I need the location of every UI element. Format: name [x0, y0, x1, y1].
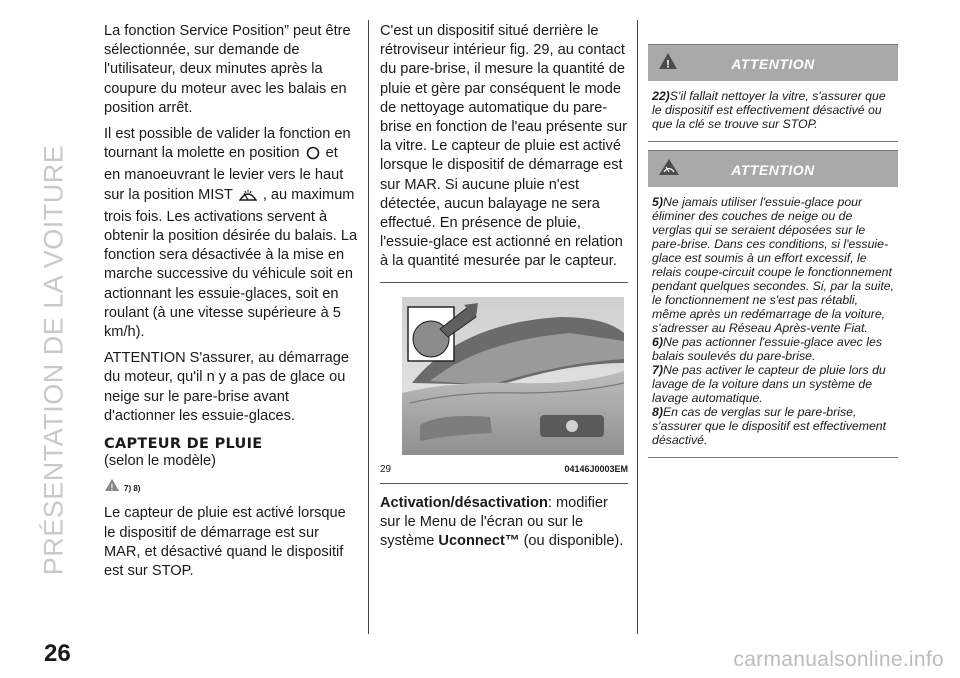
paragraph-service-position: La fonction Service Position” peut être sélectionnée, sur demande de l'utilisateur, deux minutes après la coupure du moteur avec les balais en position arrêt. — [104, 23, 351, 116]
paragraph-activation-deactivation — [380, 494, 628, 552]
warning-reference-numbers: 7) 8) — [124, 483, 141, 493]
attention-item — [652, 335, 894, 363]
paragraph-activation — [104, 125, 358, 342]
warning-references — [104, 478, 358, 498]
warning-triangle-icon — [104, 478, 120, 498]
attention-item-text: Ne jamais utiliser l'essuie-glace pour éliminer des couches de neige ou de verglas qui se seraient déposées sur le pare-brise. Dans ces conditions, si l'essuie-glace est soumis à un effort excessif, le relais coupe-circuit coupe le fonctionnement pendant quelques secondes. Si, par la suite, le fonctionnement ne s'est pas rétabli, même après un redémarrage de la voiture, s'adresser au Réseau Après-vente Fiat. — [652, 195, 895, 335]
windshield-wiper-icon — [239, 188, 257, 208]
paragraph-activation-part3: , au maximum trois fois. Les activations servent à obtenir la position désirée du balais. La fonction sera désactivée à la mise en marche successive du véhicule soit en actionnant les essuie-glaces, soit en roulant (à une vitesse supérieure à 5 km/h). — [104, 186, 358, 341]
attention-item-text: S'il fallait nettoyer la vitre, s'assurer que le dispositif est effectivement désactivé ou que la clé se trouve sur STOP. — [652, 89, 886, 131]
attention-item — [652, 405, 894, 447]
figure-top-rule — [380, 282, 628, 283]
column-1 — [104, 22, 358, 588]
attention-item-number: 8) — [652, 405, 663, 419]
column-3 — [648, 44, 898, 466]
attention-item — [652, 195, 894, 335]
column-divider-1 — [368, 20, 369, 634]
page-number: 26 — [44, 640, 71, 667]
paragraph-activation-part2: et en manoeuvrant le levier vers le haut sur la position MIST — [104, 145, 344, 203]
attention-item-text: Ne pas activer le capteur de pluie lors du lavage de la voiture dans un système de lavage automatique. — [652, 363, 886, 405]
attention-item-text: Ne pas actionner l'essuie-glace avec les balais soulevés du pare-brise. — [652, 335, 882, 363]
position-ring-icon — [306, 146, 320, 166]
svg-text:!: ! — [666, 58, 670, 71]
paragraph-activation-part1: Il est possible de valider la fonction en tournant la molette en position — [104, 126, 351, 162]
attention-box-1-header — [648, 45, 898, 81]
paragraph-rain-sensor-activation: Le capteur de pluie est activé lorsque le dispositif de démarrage est sur MAR, et désactivé quand le dispositif est sur STOP. — [104, 505, 346, 580]
attention-box-1-title: ATTENTION — [731, 56, 815, 72]
attention-item — [652, 89, 894, 131]
attention-item-number: 22) — [652, 89, 670, 103]
attention-box-2-title: ATTENTION — [731, 162, 815, 178]
attention-item-number: 7) — [652, 363, 663, 377]
paragraph-rain-sensor-description: C'est un dispositif situé derrière le rétroviseur intérieur fig. 29, au contact du pare-brise, il mesure la quantité de pluie et gère par conséquent le mode de nettoyage automatique du pare-brise en fonction de l'eau présente sur la vitre. Le capteur de pluie est activé lorsque le dispositif de démarrage est sur MAR. Si aucune pluie n'est détectée, aucun balayage ne sera effectué. En présence de pluie, l'essuie-glace est actionné en relation à la quantité mesurée par le capteur. — [380, 23, 627, 270]
attention-item-number: 6) — [652, 335, 663, 349]
watermark: carmanualsonline.info — [733, 648, 944, 671]
figure-caption — [380, 460, 628, 479]
column-2 — [380, 22, 628, 558]
attention-box-2-body — [648, 187, 898, 457]
section-subtitle: (selon le modèle) — [104, 453, 216, 470]
attention-item — [652, 363, 894, 405]
figure-number: 29 — [380, 463, 392, 475]
attention-item-text: En cas de verglas sur le pare-brise, s'assurer que le dispositif est effectivement désactivé. — [652, 405, 887, 447]
attention-item-number: 5) — [652, 195, 663, 209]
activation-label: Activation/désactivation — [380, 494, 548, 511]
attention-box-1-body — [648, 81, 898, 141]
attention-box-2-header — [648, 151, 898, 187]
activation-tail: (ou disponible). — [523, 533, 624, 550]
activation-text: : modifier sur le Menu de l'écran ou sur le système — [380, 494, 608, 550]
attention-box-2 — [648, 150, 898, 458]
section-title-rain-sensor: CAPTEUR DE PLUIE — [104, 436, 263, 453]
column-divider-2 — [637, 20, 638, 634]
uconnect-brand: Uconnect™ — [438, 533, 520, 550]
figure-code: 04146J0003EM — [564, 463, 628, 474]
figure-29 — [380, 293, 628, 458]
svg-text:!: ! — [110, 483, 114, 493]
paragraph-attention-ice: ATTENTION S'assurer, au démarrage du moteur, qu'il n y a pas de glace ou neige sur le pare-brise avant d'actionner les essuie-glaces. — [104, 350, 350, 424]
car-windshield-illustration — [380, 293, 628, 458]
side-section-title-text: PRÉSENTATION DE LA VOITURE — [38, 144, 69, 576]
figure-bottom-rule — [380, 483, 628, 484]
attention-box-1 — [648, 44, 898, 142]
